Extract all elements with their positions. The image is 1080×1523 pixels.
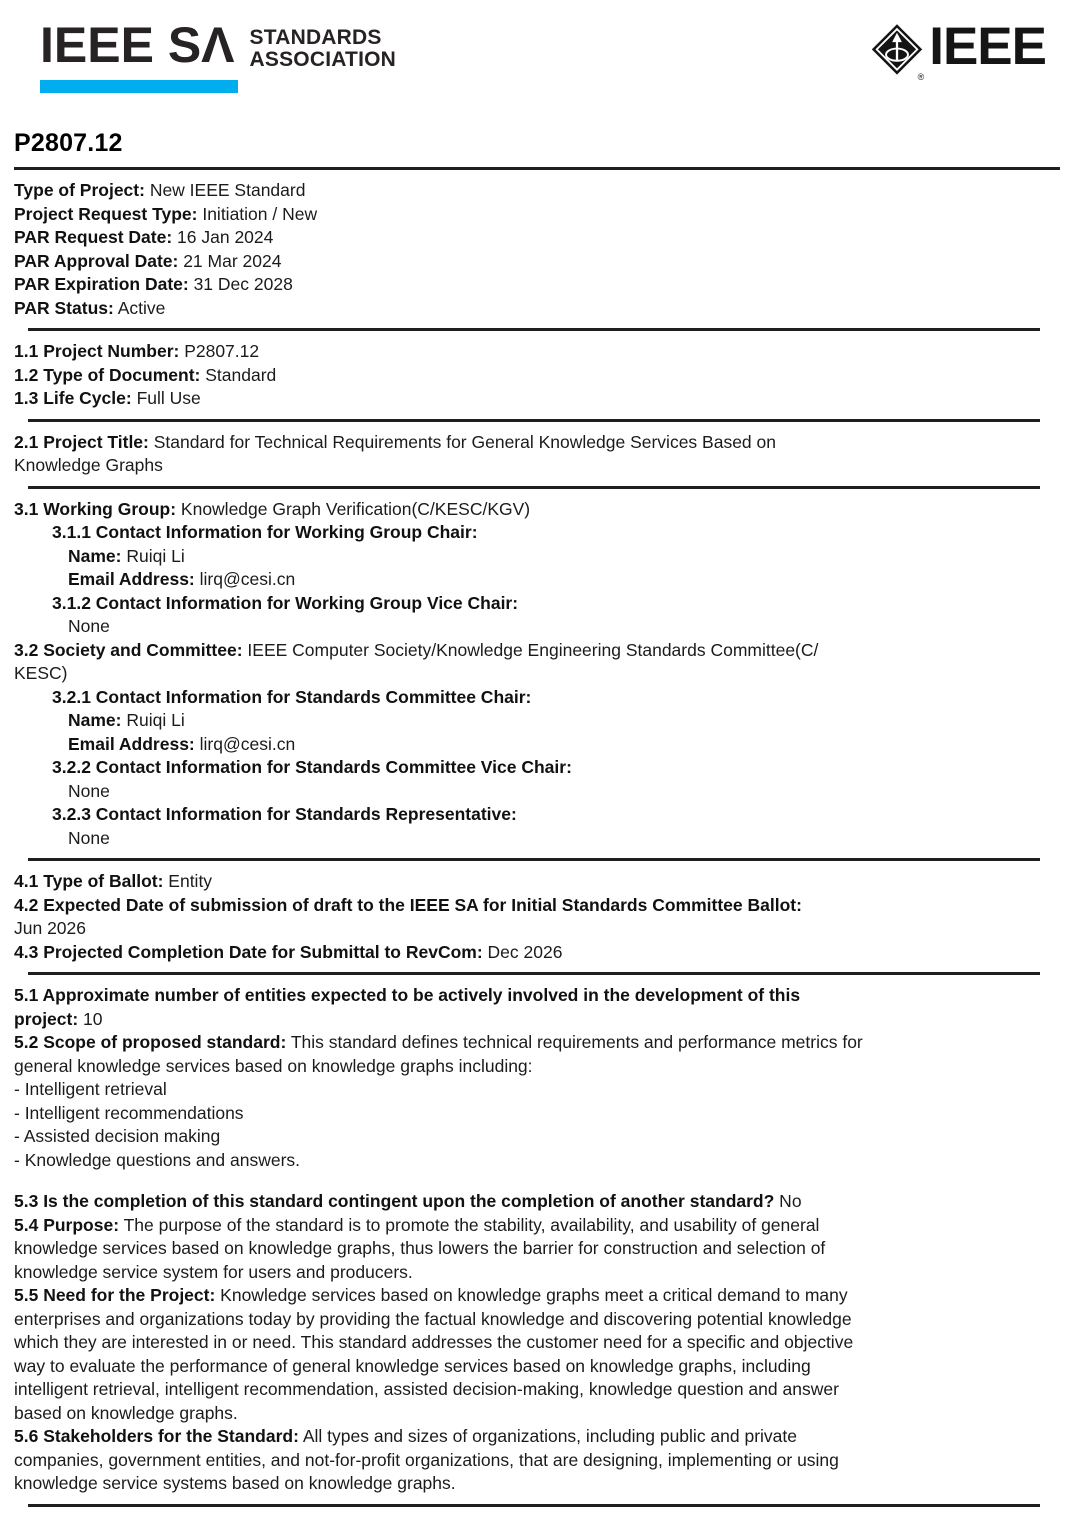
- field-value: knowledge services based on knowledge graphs, thus lowers the barrier for construction and selection of: [14, 1238, 826, 1258]
- text-line: [14, 1031, 1060, 1055]
- field-value: knowledge service systems based on knowledge graphs.: [14, 1473, 456, 1493]
- text-line: [14, 1125, 1060, 1149]
- field-value: way to evaluate the performance of general knowledge services based on knowledge graphs, including: [14, 1355, 811, 1376]
- field-value: which they are interested in or need. This standard addresses the customer need for a specific and objective: [14, 1332, 854, 1352]
- field-label: project:: [14, 1008, 79, 1029]
- field-label: 5.4 Purpose:: [14, 1214, 120, 1235]
- field-label: Type of Project:: [14, 180, 145, 200]
- field-label: Email Address:: [68, 733, 195, 754]
- field-value: - Assisted decision making: [14, 1126, 221, 1146]
- ieee-diamond-icon: [871, 22, 923, 80]
- text-line: [14, 297, 1060, 321]
- field-label: 3.2.3 Contact Information for Standards Representative:: [52, 804, 517, 824]
- text-line: [14, 1308, 1060, 1332]
- text-line: [14, 568, 1060, 592]
- text-line: [14, 1008, 1060, 1032]
- text-line: [14, 1449, 1060, 1473]
- text-line: [14, 1078, 1060, 1102]
- field-label: 5.1 Approximate number of entities expected to be actively involved in the development of this: [14, 985, 801, 1005]
- field-label: PAR Request Date:: [14, 227, 173, 247]
- field-value: Full Use: [131, 388, 201, 408]
- text-line: [14, 1237, 1060, 1261]
- field-value: KESC): [14, 663, 68, 683]
- field-label: 5.3 Is the completion of this standard contingent upon the completion of another standard?: [14, 1191, 775, 1211]
- text-line: [14, 1425, 1060, 1449]
- association-label: ASSOCIATION: [249, 48, 397, 71]
- field-label: 3.2.1 Contact Information for Standards Committee Chair:: [52, 686, 532, 707]
- text-line: [14, 498, 1060, 522]
- field-label: Name:: [68, 710, 122, 730]
- field-value: Active: [113, 297, 166, 318]
- ieee-sa-wordmark: IEEE SΛ: [40, 17, 235, 73]
- field-label: 1.2 Type of Document:: [14, 364, 201, 385]
- text-line: [14, 941, 1060, 965]
- field-label: 5.5 Need for the Project:: [14, 1285, 216, 1305]
- text-line: [14, 1102, 1060, 1126]
- field-value: None: [68, 616, 110, 636]
- document-body: [0, 170, 1080, 1507]
- document-section: [14, 975, 1060, 1504]
- text-line: [14, 250, 1060, 274]
- field-label: PAR Status:: [14, 297, 114, 318]
- text-line: [14, 1149, 1060, 1173]
- field-value: general knowledge services based on knowledge graphs including:: [14, 1055, 533, 1076]
- field-label: 1.1 Project Number:: [14, 341, 180, 361]
- field-value: Knowledge services based on knowledge graphs meet a critical demand to many: [215, 1285, 848, 1305]
- field-value: No: [774, 1191, 802, 1211]
- text-line: [14, 1355, 1060, 1379]
- text-line: [14, 179, 1060, 203]
- text-line: [14, 1214, 1060, 1238]
- text-line: [14, 827, 1060, 851]
- text-line: [14, 340, 1060, 364]
- field-value: Knowledge Graphs: [14, 455, 163, 475]
- text-line: [14, 364, 1060, 388]
- field-value: companies, government entities, and not-for-profit organizations, that are designing, implementing or using: [14, 1449, 839, 1470]
- text-line: [14, 226, 1060, 250]
- text-line: [14, 733, 1060, 757]
- field-value: - Intelligent retrieval: [14, 1079, 167, 1099]
- text-line: [14, 984, 1060, 1008]
- field-value: 16 Jan 2024: [172, 227, 274, 247]
- field-label: 4.1 Type of Ballot:: [14, 871, 164, 891]
- field-value: 21 Mar 2024: [178, 250, 282, 271]
- text-line: [14, 709, 1060, 733]
- field-label: 3.2.2 Contact Information for Standards Committee Vice Chair:: [52, 757, 572, 777]
- field-value: Ruiqi Li: [121, 545, 185, 566]
- field-label: 3.1 Working Group:: [14, 498, 177, 519]
- text-line: [14, 203, 1060, 227]
- field-value: enterprises and organizations today by providing the factual knowledge and discovering potential knowledge: [14, 1308, 852, 1329]
- ieee-logo: [871, 17, 1046, 82]
- field-value: Entity: [163, 871, 213, 891]
- field-value: IEEE Computer Society/Knowledge Engineering Standards Committee(C/: [242, 639, 819, 660]
- text-line: [14, 273, 1060, 297]
- text-line: [14, 917, 1060, 941]
- text-line: [14, 639, 1060, 663]
- field-value: Knowledge Graph Verification(C/KESC/KGV): [176, 498, 531, 519]
- field-value: None: [68, 780, 110, 801]
- field-value: Initiation / New: [197, 203, 318, 224]
- document-section: [14, 422, 1060, 486]
- field-value: based on knowledge graphs.: [14, 1402, 238, 1423]
- sa-accent-bar: [40, 80, 238, 93]
- field-value: Standard for Technical Requirements for General Knowledge Services Based on: [148, 431, 776, 452]
- text-line: [14, 431, 1060, 455]
- document-section: [14, 170, 1060, 328]
- page-title: P2807.12: [14, 129, 123, 157]
- field-label: 4.3 Projected Completion Date for Submittal to RevCom:: [14, 941, 483, 962]
- field-value: None: [68, 827, 110, 848]
- field-value: lirq@cesi.cn: [194, 733, 296, 754]
- text-line: [14, 592, 1060, 616]
- section-divider: [28, 1504, 1040, 1507]
- field-value: All types and sizes of organizations, including public and private: [298, 1426, 798, 1446]
- paragraph-spacer: [14, 1172, 1060, 1190]
- field-label: 1.3 Life Cycle:: [14, 388, 132, 408]
- field-value: This standard defines technical requirements and performance metrics for: [286, 1032, 863, 1052]
- field-value: New IEEE Standard: [144, 180, 306, 200]
- field-value: The purpose of the standard is to promote the stability, availability, and usability of general: [119, 1214, 820, 1235]
- text-line: [14, 1284, 1060, 1308]
- field-value: Jun 2026: [14, 918, 87, 938]
- field-label: Email Address:: [68, 569, 195, 589]
- field-label: PAR Expiration Date:: [14, 274, 189, 294]
- text-line: [14, 894, 1060, 918]
- field-value: - Knowledge questions and answers.: [14, 1149, 301, 1170]
- text-line: [14, 780, 1060, 804]
- field-value: 10: [78, 1008, 103, 1029]
- document-section: [14, 489, 1060, 859]
- field-value: Ruiqi Li: [121, 710, 185, 730]
- field-label: 3.2 Society and Committee:: [14, 639, 243, 660]
- field-value: lirq@cesi.cn: [194, 569, 296, 589]
- text-line: [14, 387, 1060, 411]
- field-label: 3.1.1 Contact Information for Working Group Chair:: [52, 522, 478, 542]
- text-line: [14, 870, 1060, 894]
- text-line: [14, 545, 1060, 569]
- field-label: 5.6 Stakeholders for the Standard:: [14, 1426, 299, 1446]
- text-line: [14, 1472, 1060, 1496]
- field-label: 3.1.2 Contact Information for Working Group Vice Chair:: [52, 592, 519, 613]
- page-header: [0, 0, 1080, 93]
- field-label: Project Request Type:: [14, 203, 198, 224]
- text-line: [14, 1378, 1060, 1402]
- document-section: [14, 331, 1060, 419]
- field-label: 5.2 Scope of proposed standard:: [14, 1032, 287, 1052]
- field-value: P2807.12: [179, 341, 260, 361]
- text-line: [14, 1331, 1060, 1355]
- text-line: [14, 1055, 1060, 1079]
- text-line: [14, 521, 1060, 545]
- field-label: 4.2 Expected Date of submission of draft to the IEEE SA for Initial Standards Committee Ballot:: [14, 894, 802, 915]
- text-line: [14, 1190, 1060, 1214]
- field-label: 2.1 Project Title:: [14, 431, 149, 452]
- field-value: - Intelligent recommendations: [14, 1102, 244, 1123]
- standards-association-label: [250, 22, 396, 71]
- field-value: Dec 2026: [482, 941, 563, 962]
- field-value: 31 Dec 2028: [188, 274, 293, 294]
- text-line: [14, 756, 1060, 780]
- field-value: intelligent retrieval, intelligent recommendation, assisted decision-making, knowledge question and answer: [14, 1379, 839, 1399]
- text-line: [14, 1261, 1060, 1285]
- text-line: [14, 615, 1060, 639]
- field-label: PAR Approval Date:: [14, 250, 179, 271]
- ieee-sa-logo: [40, 17, 397, 93]
- text-line: [14, 803, 1060, 827]
- text-line: [14, 1402, 1060, 1426]
- registered-trademark-symbol: ®: [917, 72, 925, 82]
- field-value: knowledge service system for users and producers.: [14, 1261, 413, 1282]
- text-line: [14, 686, 1060, 710]
- standards-label: STANDARDS: [249, 26, 382, 49]
- text-line: [14, 662, 1060, 686]
- document-section: [14, 861, 1060, 972]
- field-value: Standard: [200, 364, 277, 385]
- field-label: Name:: [68, 545, 122, 566]
- text-line: [14, 454, 1060, 478]
- ieee-wordmark: IEEE: [929, 17, 1046, 76]
